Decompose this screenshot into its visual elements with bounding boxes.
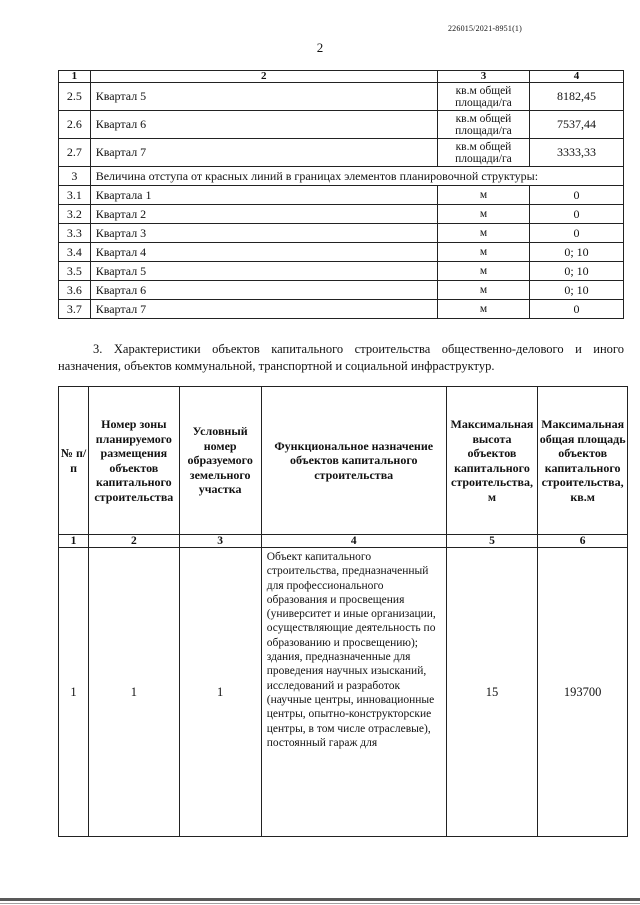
section-title: Величина отступа от красных линий в границах элементов планировочной структуры:: [90, 167, 623, 186]
function-description: Объект капитального строительства, предназначенный для профессионального образования и просвещения (университет и иные организации, осуществляющие деятельность по образованию и просвещению); здания, предназначенные для проведения научных изысканий, исследований и разработок (научные центры, инновационные центры, опытно-конструкторские центры, в том числе отраслевые), постоянный гараж для: [261, 548, 446, 837]
row-value: 0; 10: [530, 262, 624, 281]
max-height: 15: [446, 548, 538, 837]
row-value: 0: [530, 205, 624, 224]
header-cell: Максимальная общая площадь объектов капитального строительства, кв.м: [538, 387, 628, 535]
row-unit: кв.м общей площади/га: [437, 139, 529, 167]
row-value: 0: [530, 186, 624, 205]
row-number: 2.7: [59, 139, 91, 167]
column-number: 4: [530, 71, 624, 83]
header-cell: Номер зоны планируемого размещения объектов капитального строительства: [89, 387, 179, 535]
column-number: 2: [90, 71, 437, 83]
table-row: [59, 548, 628, 837]
plot-number: 1: [179, 548, 261, 837]
row-number: 3.4: [59, 243, 91, 262]
table-row: [59, 111, 624, 139]
row-value: 7537,44: [530, 111, 624, 139]
header-cell: № п/п: [59, 387, 89, 535]
row-unit: м: [437, 300, 529, 319]
column-number: 1: [59, 71, 91, 83]
row-value: 0; 10: [530, 281, 624, 300]
column-number: 4: [261, 535, 446, 548]
row-unit: м: [437, 243, 529, 262]
row-name: Квартала 1: [90, 186, 437, 205]
zone-number: 1: [89, 548, 179, 837]
table-row: [59, 83, 624, 111]
table-row: [59, 262, 624, 281]
row-value: 0: [530, 224, 624, 243]
row-number: 3.7: [59, 300, 91, 319]
column-number: 1: [59, 535, 89, 548]
row-name: Квартал 5: [90, 262, 437, 281]
row-unit: м: [437, 262, 529, 281]
row-number: 3.5: [59, 262, 91, 281]
capital-objects-table: [58, 386, 628, 837]
row-number: 2.6: [59, 111, 91, 139]
row-number: 3.2: [59, 205, 91, 224]
row-value: 0; 10: [530, 243, 624, 262]
section-row: [59, 167, 624, 186]
row-value: 8182,45: [530, 83, 624, 111]
column-numbers-row: [59, 535, 628, 548]
table-row: [59, 281, 624, 300]
row-name: Квартал 4: [90, 243, 437, 262]
table-row: [59, 243, 624, 262]
scan-edge-line: [0, 898, 640, 901]
table-row: [59, 224, 624, 243]
row-value: 0: [530, 300, 624, 319]
row-number: 1: [59, 548, 89, 837]
row-unit: кв.м общей площади/га: [437, 111, 529, 139]
section-paragraph: 3. Характеристики объектов капитального строительства общественно-делового и иного назначения, объектов коммунальной, транспортной и социальной инфраструктур.: [58, 342, 624, 373]
row-name: Квартал 5: [90, 83, 437, 111]
row-number: 3.6: [59, 281, 91, 300]
max-area: 193700: [538, 548, 628, 837]
row-name: Квартал 6: [90, 111, 437, 139]
header-cell: Максимальная высота объектов капитального строительства, м: [446, 387, 538, 535]
table-row: [59, 186, 624, 205]
row-name: Квартал 6: [90, 281, 437, 300]
row-number: 3.3: [59, 224, 91, 243]
header-cell: Условный номер образуемого земельного участка: [179, 387, 261, 535]
table-row: [59, 139, 624, 167]
table-row: [59, 300, 624, 319]
section-number: 3: [59, 167, 91, 186]
column-number: 3: [179, 535, 261, 548]
table-row: [59, 205, 624, 224]
column-number: 3: [437, 71, 529, 83]
row-name: Квартал 7: [90, 300, 437, 319]
row-unit: кв.м общей площади/га: [437, 83, 529, 111]
scan-edge-line: [0, 903, 640, 904]
row-unit: м: [437, 224, 529, 243]
row-unit: м: [437, 281, 529, 300]
indicators-table: [58, 70, 624, 319]
row-unit: м: [437, 186, 529, 205]
column-number: 2: [89, 535, 179, 548]
row-unit: м: [437, 205, 529, 224]
row-number: 2.5: [59, 83, 91, 111]
row-name: Квартал 7: [90, 139, 437, 167]
header-cell: Функциональное назначение объектов капитального строительства: [261, 387, 446, 535]
row-number: 3.1: [59, 186, 91, 205]
table-header-row: [59, 387, 628, 535]
row-name: Квартал 3: [90, 224, 437, 243]
column-number: 5: [446, 535, 538, 548]
document-number: 226015/2021-8951(1): [447, 24, 522, 33]
column-number: 6: [538, 535, 628, 548]
row-value: 3333,33: [530, 139, 624, 167]
page-number: 2: [316, 40, 324, 55]
row-name: Квартал 2: [90, 205, 437, 224]
table-header-row: [59, 71, 624, 83]
